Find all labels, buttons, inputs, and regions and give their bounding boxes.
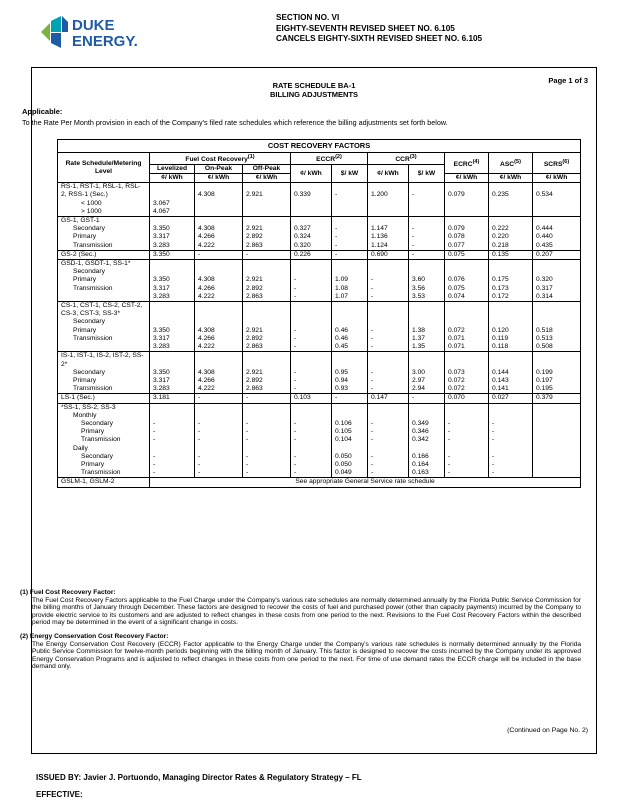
- header-rate-schedule: Rate Schedule/Metering Level: [58, 153, 150, 183]
- note-1-body: The Fuel Cost Recovery Factors applicable to the Fuel Charge under the Company's various rate schedules are normally determined annually by the Florida Public Service Commission for the billing months of January through December. These factors are designed to recover the costs of fuel and purchased power (other than capacity payments) incurred by the Company to provide electric service to its customers and are adjusted to reflect changes in these costs from one period to the next. Revisions to the Fuel Cost Recovery Factors within the described period may be determined in the event of a significant change in costs.: [32, 596, 581, 627]
- unit-ccr-kwh: ¢/ kWh: [368, 165, 409, 183]
- schedule-title: [32, 81, 596, 99]
- unit-on-peak: ¢/ kWh: [195, 174, 243, 183]
- unit-ccr-kw: $/ kW: [409, 165, 445, 183]
- note-2-heading: (2) Energy Conservation Cost Recovery Factor:: [20, 632, 169, 640]
- table-row: CS-1, CST-1, CS-2, CST-2, CS-3, CST-3, SS-3* Secondary Primary Transmission 3.350 3.317 3.283 4.308 4.266 4.222 2.921 2.892 2.863 - - - 0.46 0.46 0.45 - - - 1.38 1.37 1.35 0.072 0.071 0.071 0.120 0.119 0.118 0.518 0.513 0.508: [58, 302, 581, 352]
- footnotes: [20, 589, 581, 671]
- row-label: GSLM-1, GSLM-2: [58, 478, 150, 487]
- logo-text-duke: DUKE: [72, 17, 115, 34]
- applicable-text: To the Rate Per Month provision in each of the Company's filed rate schedules which reference the billing adjustments set forth below.: [22, 118, 448, 127]
- table-row: GS-2 (Sec.) 3.350 - - 0.226 - 0.690 - 0.075 0.135 0.207: [58, 250, 581, 259]
- section-number: SECTION NO. VI: [276, 13, 340, 22]
- row-label: GS-2 (Sec.): [58, 250, 150, 259]
- header-asc: ASC$^{(5)}$: [489, 153, 533, 174]
- header-ccr: CCR$^{(3)}$: [368, 153, 445, 165]
- effective-label: EFFECTIVE:: [36, 790, 83, 799]
- header-eccr: ECCR$^{(2)}$: [291, 153, 368, 165]
- gslm-note: See appropriate General Service rate schedule: [150, 478, 581, 487]
- unit-eccr-kw: $/ kW: [332, 165, 368, 183]
- header-on-peak: On-Peak: [195, 165, 243, 174]
- cost-recovery-factors-table: [57, 139, 581, 488]
- table-row: LS-1 (Sec.) 3.181 - - 0.103 - 0.147 - 0.070 0.027 0.379: [58, 394, 581, 403]
- applicable-label: Applicable:: [22, 107, 63, 116]
- row-label: CS-1, CST-1, CS-2, CST-2, CS-3, CST-3, SS-3*: [61, 302, 143, 318]
- header-fuel: Fuel Cost Recovery$^{(1)}$: [150, 153, 291, 165]
- continued-note: (Continued on Page No. 2): [507, 727, 588, 734]
- page-number: Page 1 of 3: [548, 76, 588, 85]
- row-label: RS-1, RST-1, RSL-1, RSL-2, RSS-1 (Sec.): [61, 183, 141, 199]
- logo-text-energy: ENERGY.: [72, 33, 138, 50]
- unit-off-peak: ¢/ kWh: [243, 174, 291, 183]
- header-ecrc: ECRC$^{(4)}$: [445, 153, 489, 174]
- header-scrs: SCRS$^{(6)}$: [533, 153, 581, 174]
- table-row: GS-1, GST-1 Secondary Primary Transmission 3.350 3.317 3.283 4.308 4.266 4.222 2.921 2.892 2.863 0.327 0.324 0.320 - - - 1.147 1.136 1.124 - - - 0.079 0.078 0.077 0.222 0.220 0.218 0.444 0.440 0.435: [58, 217, 581, 251]
- sheet-header: [276, 13, 482, 45]
- issued-by: ISSUED BY: Javier J. Portuondo, Managing Director Rates & Regulatory Strategy – FL: [36, 773, 362, 782]
- row-label: *SS-1, SS-2, SS-3: [61, 403, 116, 411]
- unit-ecrc: ¢/ kWh: [445, 174, 489, 183]
- unit-eccr-kwh: ¢/ kWh: [291, 165, 332, 183]
- schedule-name: RATE SCHEDULE BA-1: [272, 81, 356, 90]
- duke-energy-logo-mark: [38, 12, 148, 52]
- tariff-sheet-frame: [20, 67, 597, 754]
- table-title: COST RECOVERY FACTORS: [58, 140, 581, 153]
- row-label: GSD-1, GSDT-1, SS-1*: [61, 260, 131, 268]
- header-levelized: Levelized: [150, 165, 195, 174]
- table-row: IS-1, IST-1, IS-2, IST-2, SS-2* Secondary Primary Transmission 3.350 3.317 3.283 4.308 4.266 4.222 2.921 2.892 2.863 - - - 0.95 0.94 0.93 - - - 3.00 2.97 2.94 0.073 0.072 0.072 0.144 0.143 0.141 0.199 0.197 0.195: [58, 352, 581, 394]
- note-2-body: The Energy Conservation Cost Recovery (ECCR) Factor applicable to the Energy Charge under the Company's various rate schedules is normally determined annually by the Florida Public Service Commission for twelve-month periods beginning with the billing month of January. This factor is designed to recover the costs incurred by the Company under its approved Energy Conservation Programs and is adjusted to reflect changes in these costs from one period to the next. For time of use demand rates the ECCR charge will be included in the base demand only.: [32, 640, 581, 671]
- row-label: LS-1 (Sec.): [58, 394, 150, 403]
- unit-scrs: ¢/ kWh: [533, 174, 581, 183]
- table-row: RS-1, RST-1, RSL-1, RSL-2, RSS-1 (Sec.) < 1000 > 1000 3.067 4.067 4.308 2.921 0.339 - 1.200 - 0.079 0.235 0.534: [58, 183, 581, 217]
- header-off-peak: Off-Peak: [243, 165, 291, 174]
- row-label: GS-1, GST-1: [61, 217, 100, 225]
- row-label: IS-1, IST-1, IS-2, IST-2, SS-2*: [61, 352, 144, 368]
- unit-levelized: ¢/ kWh: [150, 174, 195, 183]
- table-row: GSD-1, GSDT-1, SS-1* Secondary Primary Transmission 3.350 3.317 3.283 4.308 4.266 4.222 2.921 2.892 2.863 - - - 1.09 1.08 1.07 - - - 3.60 3.56 3.53 0.076 0.075 0.074 0.175 0.173 0.172 0.320 0.317 0.314: [58, 260, 581, 302]
- cancels-sheet: CANCELS EIGHTY-SIXTH REVISED SHEET NO. 6.105: [276, 34, 483, 43]
- note-1-heading: (1) Fuel Cost Recovery Factor:: [20, 589, 116, 596]
- table-row: [58, 478, 581, 487]
- revised-sheet: EIGHTY-SEVENTH REVISED SHEET NO. 6.105: [276, 23, 455, 33]
- table-row: *SS-1, SS-2, SS-3 Monthly Secondary Primary Transmission Daily Secondary Primary Transmission - - - - - - - - - - - - - - - - - - - - - - - - 0.106 0.105 0.104 0.050 0.050 0.049 - - - - - - 0.349 0.346 0.342 0.166 0.164 0.163 - - - - - - - - - - - -: [58, 403, 581, 478]
- schedule-subtitle: BILLING ADJUSTMENTS: [269, 90, 359, 99]
- duke-energy-logo: [38, 12, 148, 52]
- unit-asc: ¢/ kWh: [489, 174, 533, 183]
